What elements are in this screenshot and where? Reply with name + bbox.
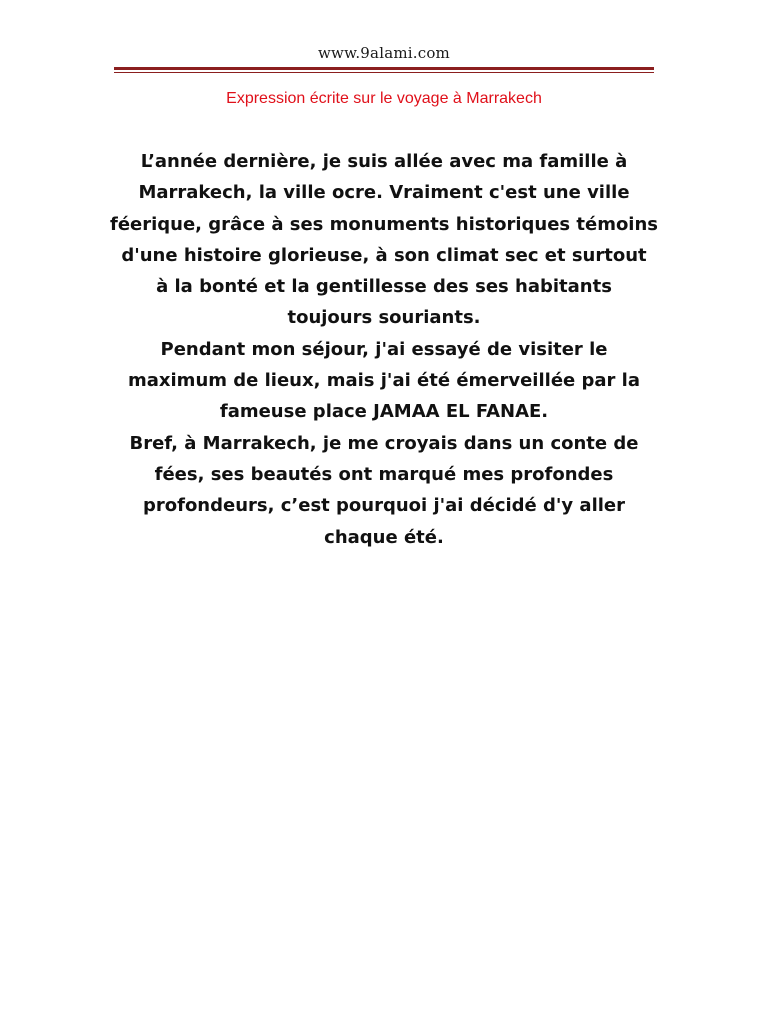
body-line: fées, ses beautés ont marqué mes profondes bbox=[154, 463, 614, 485]
body-line: L’année dernière, je suis allée avec ma famille à bbox=[140, 151, 628, 172]
body-line: Pendant mon séjour, j'ai essayé de visiter le bbox=[160, 338, 608, 360]
body-line: toujours souriants. bbox=[287, 307, 481, 329]
body-line: à la bonté et la gentillesse des ses habitants bbox=[156, 276, 612, 298]
body-line: chaque été. bbox=[324, 526, 444, 548]
body-line: Bref, à Marrakech, je me croyais dans un conte de bbox=[129, 432, 639, 454]
body-line: maximum de lieux, mais j'ai été émerveillée par la bbox=[128, 370, 640, 392]
header-divider-thick bbox=[114, 67, 654, 70]
document-body bbox=[100, 146, 668, 553]
body-line: profondeurs, c’est pourquoi j'ai décidé d'y aller bbox=[142, 495, 625, 517]
body-line: Marrakech, la ville ocre. Vraiment c'est une ville bbox=[138, 182, 630, 204]
body-line: fameuse place JAMAA EL FANAE. bbox=[219, 401, 549, 423]
body-line: d'une histoire glorieuse, à son climat sec et surtout bbox=[121, 244, 647, 266]
body-line: féerique, grâce à ses monuments historiques témoins bbox=[109, 213, 659, 235]
document-title: Expression écrite sur le voyage à Marrakech bbox=[226, 90, 542, 107]
site-url-header: www.9alami.com bbox=[318, 44, 450, 62]
header-divider-thin bbox=[114, 72, 654, 73]
